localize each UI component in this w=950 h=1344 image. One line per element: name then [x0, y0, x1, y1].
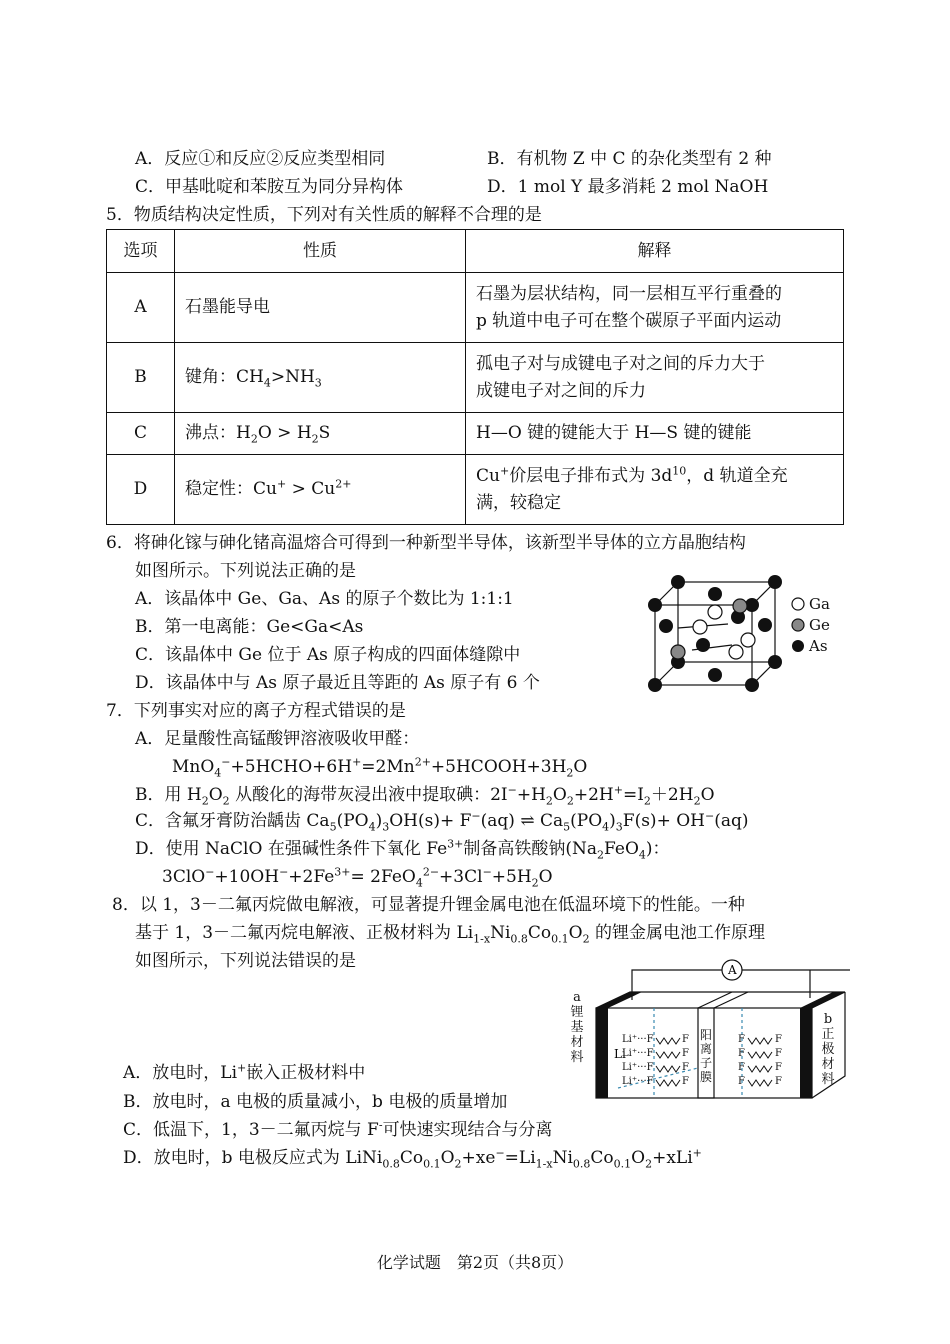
- q7-option-b-text: B．用 H: [135, 785, 202, 805]
- prop-text: O > H: [257, 423, 312, 443]
- svg-text:F: F: [682, 1076, 689, 1087]
- prop-text: CH: [236, 367, 264, 387]
- q7-option-b-text: 从酸化的海带灰浸出液中提取碘：2I: [229, 785, 508, 805]
- svg-text:F: F: [738, 1048, 745, 1059]
- svg-text:F: F: [738, 1062, 745, 1073]
- table-header: 解释: [466, 230, 844, 273]
- legend-ge: Ge: [809, 616, 830, 634]
- crystal-cell-figure: [640, 570, 785, 695]
- prop-sub: 4: [263, 376, 271, 390]
- prop-text: Cu: [253, 479, 277, 499]
- table-row: [107, 273, 844, 343]
- explanation-line: p 轨道中电子可在整个碳原子平面内运动: [476, 310, 782, 331]
- property-cell: [175, 413, 466, 455]
- svg-text:F: F: [738, 1076, 745, 1087]
- q8-option-b: B．放电时，a 电极的质量减小，b 电极的质量增加: [123, 1092, 508, 1112]
- prop-sub: 2: [250, 432, 258, 446]
- explanation-text: Cu: [476, 465, 500, 486]
- option-letter: B: [107, 343, 175, 413]
- q7-option-b-text: O: [208, 785, 223, 805]
- q8-stem: 基于 1，3－二氟丙烷电解液、正极材料为 $Li_{1-x}Ni_{0.8}Co_{0.1}O_2$ 的锂金属电池工作原理: [135, 923, 765, 946]
- svg-text:F: F: [738, 1034, 745, 1045]
- ammeter-label: A: [728, 963, 737, 977]
- q8-option-c-text: C．低温下，1，3－二氟丙烷与 F: [123, 1120, 379, 1140]
- property-cell: [175, 343, 466, 413]
- li-label: Li: [614, 1047, 626, 1061]
- q4-option-c: C．甲基吡啶和苯胺互为同分异构体: [135, 177, 404, 197]
- q7-option-b: B．用 $H_2O_2$ 从酸化的海带灰浸出液中提取碘：$2I^-+H_2O_2+2H^+=I_2+2H_2O$: [135, 783, 715, 808]
- q8-stem-text: 基于 1，3－二氟丙烷电解液、正极材料为 Li: [135, 923, 474, 943]
- explanation-sup: +: [499, 463, 510, 477]
- q6-option-a: A．该晶体中 Ge、Ga、As 的原子个数比为 1:1:1: [135, 589, 514, 609]
- cathode-label: b正极材料: [821, 1012, 835, 1087]
- svg-text:Li⁺···F: Li⁺···F: [622, 1034, 654, 1045]
- table-row: [107, 455, 844, 525]
- q8-stem: 如图所示，下列说法错误的是: [135, 951, 356, 971]
- q7-option-d: D．使用 NaClO 在强碱性条件下氧化 $Fe^{3+}$制备高铁酸钠$(Na_2FeO_4)$：: [135, 837, 670, 862]
- q6-option-b: B．第一电离能：Ge<Ga<As: [135, 617, 364, 637]
- option-letter: A: [107, 273, 175, 343]
- prop-sup: +: [276, 477, 287, 491]
- svg-text:F: F: [775, 1076, 782, 1087]
- prop-text: H: [236, 423, 251, 443]
- prop-text: S: [318, 423, 331, 443]
- q8-option-c: C．低温下，1，3－二氟丙烷与 F-可快速实现结合与分离: [123, 1118, 553, 1140]
- anode-label: a锂基材料: [570, 990, 584, 1065]
- svg-text:F: F: [682, 1048, 689, 1059]
- q7-option-d-text: FeO: [604, 839, 639, 859]
- svg-text:Li⁺···F: Li⁺···F: [622, 1048, 654, 1059]
- svg-text:F: F: [775, 1034, 782, 1045]
- membrane-label: 阳离子膜: [699, 1028, 712, 1084]
- explanation-text: ，d 轨道全充: [686, 465, 788, 486]
- svg-text:F: F: [682, 1034, 689, 1045]
- svg-text:F: F: [775, 1048, 782, 1059]
- q6-stem: 6．将砷化镓与砷化锗高温熔合可得到一种新型半导体，该新型半导体的立方晶胞结构: [106, 533, 746, 553]
- explanation-line: 石墨为层状结构，同一层相互平行重叠的: [476, 283, 782, 304]
- explanation-line: 满，较稳定: [476, 492, 561, 513]
- explanation-cell: H—O 键的键能大于 H—S 键的键能: [466, 413, 844, 455]
- explanation-line: 成键电子对之间的斥力: [476, 380, 646, 401]
- q8-stem-text: 的锂金属电池工作原理: [589, 923, 765, 943]
- property-cell: 石墨能导电: [175, 273, 466, 343]
- q4-option-d: D．1 mol Y 最多消耗 2 mol NaOH: [487, 177, 769, 197]
- q5-table: [106, 229, 844, 525]
- prop-sub: 3: [314, 376, 322, 390]
- q4-option-b: B．有机物 Z 中 C 的杂化类型有 2 种: [487, 149, 772, 169]
- table-row: [107, 413, 844, 455]
- q8-option-d-text: D．放电时，b 电极反应式为 LiNi: [123, 1148, 383, 1168]
- prop-text: >NH: [270, 367, 315, 387]
- q4-option-a: A．反应①和反应②反应类型相同: [135, 149, 386, 169]
- svg-text:F: F: [682, 1062, 689, 1073]
- q8-option-a: A．放电时，Li+嵌入正极材料中: [123, 1061, 366, 1083]
- prop-text: > Cu: [286, 479, 336, 499]
- q7-option-d-text: D．使用 NaClO 在强碱性条件下氧化 Fe: [135, 839, 448, 859]
- q7-equation-a: $MnO_4^-+5HCHO+6H^+=2Mn^{2+}+5HCOOH+3H_2O$: [172, 755, 588, 780]
- legend-as: As: [809, 637, 828, 655]
- q7-option-c: C．含氟牙膏防治龋齿 $Ca_5(PO_4)_3OH(s)+ F^-(aq)$ ⇌ $Ca_5(PO_4)_3F(s)+ OH^-(aq)$: [135, 809, 749, 834]
- q6-option-d: D．该晶体中与 As 原子最近且等距的 As 原子有 6 个: [135, 673, 540, 693]
- legend-ga: Ga: [809, 595, 830, 613]
- prop-sub: 2: [311, 432, 319, 446]
- option-letter: D: [107, 455, 175, 525]
- prop-text: 键角：: [185, 367, 236, 387]
- q7-stem: 7．下列事实对应的离子方程式错误的是: [106, 701, 406, 721]
- q6-option-c: C．该晶体中 Ge 位于 As 原子构成的四面体缝隙中: [135, 645, 521, 665]
- q7-option-a: A．足量酸性高锰酸钾溶液吸收甲醛：: [135, 729, 420, 749]
- q8-option-d: D．放电时，b 电极反应式为 $LiNi_{0.8}Co_{0.1}O_2+xe^-=Li_{1-x}Ni_{0.8}Co_{0.1}O_2+xLi^+$: [123, 1146, 702, 1171]
- explanation-sup: 10: [672, 463, 687, 477]
- explanation-line: 孤电子对与成键电子对之间的斥力大于: [476, 353, 765, 374]
- property-cell: [175, 455, 466, 525]
- explanation-text: 价层电子排布式为 3d: [509, 465, 673, 486]
- table-row: [107, 343, 844, 413]
- svg-text:Li⁺···F: Li⁺···F: [622, 1062, 654, 1073]
- q7-equation-d: $3ClO^-+10OH^-+2Fe^{3+}= 2FeO_4^{2-}+3Cl^-+5H_2O$: [162, 865, 553, 890]
- q6-stem: 如图所示。下列说法正确的是: [135, 561, 356, 581]
- svg-text:Li⁺···F: Li⁺···F: [622, 1076, 654, 1087]
- explanation-cell: [466, 273, 844, 343]
- explanation-cell: [466, 455, 844, 525]
- q8-stem: 8．以 1，3－二氟丙烷做电解液，可显著提升锂金属电池在低温环境下的性能。一种: [112, 895, 745, 915]
- prop-sup: 2+: [335, 477, 352, 491]
- table-header: 性质: [175, 230, 466, 273]
- table-header: 选项: [107, 230, 175, 273]
- option-letter: C: [107, 413, 175, 455]
- q8-option-a-text: A．放电时，Li: [123, 1063, 238, 1083]
- q8-option-c-text: 可快速实现结合与分离: [382, 1120, 553, 1140]
- q5-stem: 5．物质结构决定性质，下列对有关性质的解释不合理的是: [106, 205, 542, 225]
- legend-markers: [790, 596, 806, 656]
- prop-text: 沸点：: [185, 423, 236, 443]
- q7-option-c-text: C．含氟牙膏防治龋齿 Ca: [135, 811, 330, 831]
- q8-option-a-text: 嵌入正极材料中: [246, 1063, 366, 1083]
- page-footer: 化学试题 第2页（共8页）: [376, 1253, 574, 1272]
- prop-text: 稳定性：: [185, 479, 253, 499]
- explanation-cell: [466, 343, 844, 413]
- svg-text:F: F: [775, 1062, 782, 1073]
- q7-option-d-text: 制备高铁酸钠(Na: [463, 839, 598, 859]
